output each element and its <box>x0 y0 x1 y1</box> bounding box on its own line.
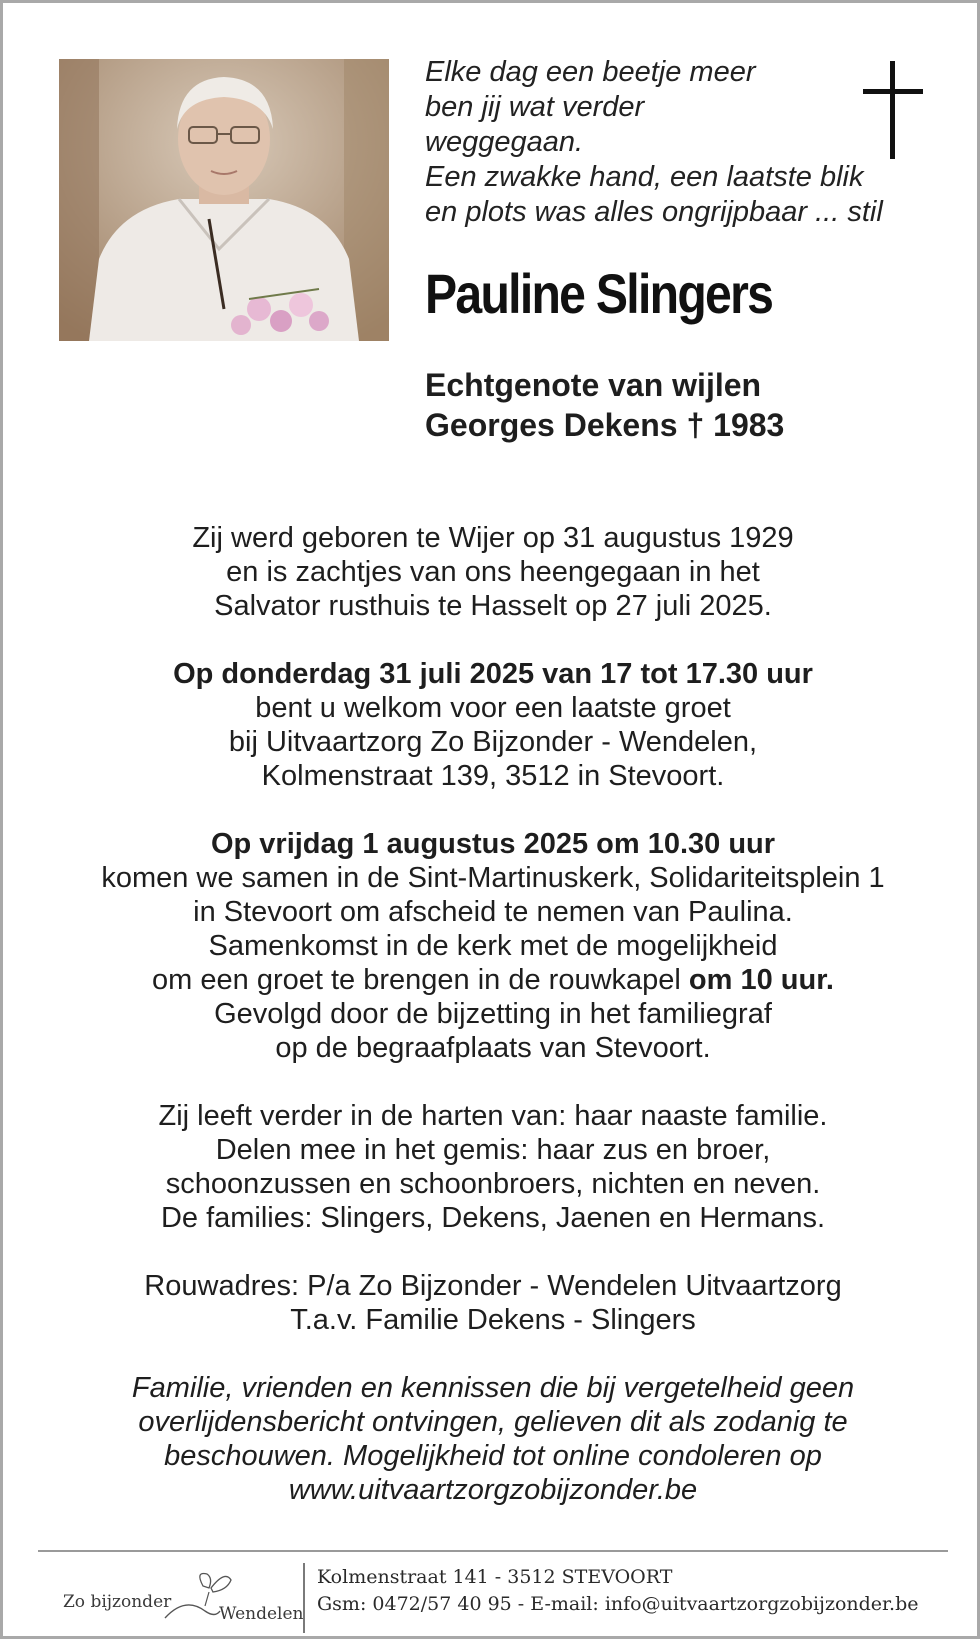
text-line: bij Uitvaartzorg Zo Bijzonder - Wendelen, <box>228 726 758 758</box>
chapel-line <box>33 963 953 997</box>
chapel-time: om 10 uur. <box>688 964 834 996</box>
cross-icon <box>863 61 923 159</box>
notice-paragraph <box>33 1371 953 1507</box>
website-link[interactable]: www.uitvaartzorgzobijzonder.be <box>288 1474 698 1506</box>
text-line: De families: Slingers, Dekens, Jaenen en Hermans. <box>160 1202 826 1234</box>
spouse-line: Georges Dekens † 1983 <box>425 407 785 443</box>
text-line: in Stevoort om afscheid te nemen van Paulina. <box>193 896 793 928</box>
text-line: T.a.v. Familie Dekens - Slingers <box>290 1304 696 1336</box>
footer-separator <box>303 1563 305 1633</box>
text-line: Familie, vrienden en kennissen die bij vergetelheid geen <box>131 1372 855 1404</box>
poem-line: Elke dag een beetje meer <box>425 56 756 88</box>
poem-line: Een zwakke hand, een laatste blik <box>425 161 864 193</box>
logo-text-right: Wendelen <box>219 1604 304 1624</box>
greeting-paragraph <box>33 657 953 793</box>
family-paragraph <box>33 1099 953 1235</box>
text-line: Samenkomst in de kerk met de mogelijkheid <box>208 930 778 962</box>
text-line: schoonzussen en schoonbroers, nichten en neven. <box>165 1168 821 1200</box>
text-line: Kolmenstraat 139, 3512 in Stevoort. <box>261 760 725 792</box>
text-line: overlijdensbericht ontvingen, gelieven dit als zodanig te <box>138 1406 848 1438</box>
text-line: en is zachtjes van ons heengegaan in het <box>226 556 760 588</box>
text-line: Gevolgd door de bijzetting in het familiegraf <box>214 998 772 1030</box>
birth-paragraph <box>33 521 953 623</box>
text-line: Rouwadres: P/a Zo Bijzonder - Wendelen Uitvaartzorg <box>144 1270 842 1302</box>
poem-line: ben jij wat verder <box>425 91 645 123</box>
funeral-paragraph <box>33 827 953 1065</box>
text-line: op de begraafplaats van Stevoort. <box>275 1032 711 1064</box>
text-line: Zij leeft verder in de harten van: haar naaste familie. <box>158 1100 828 1132</box>
text-line: komen we samen in de Sint-Martinuskerk, Solidariteitsplein 1 <box>101 862 885 894</box>
text-line: beschouwen. Mogelijkheid tot online condoleren op <box>164 1440 822 1472</box>
contact-info <box>317 1564 918 1618</box>
text-line: Zij werd geboren te Wijer op 31 augustus 1929 <box>192 522 794 554</box>
poem-line: en plots was alles ongrijpbaar ... stil <box>425 196 883 228</box>
footer-divider <box>38 1550 948 1552</box>
spouse-info <box>425 365 784 445</box>
portrait-photo <box>59 59 389 341</box>
announcement-body <box>33 521 953 1541</box>
text-line: bent u welkom voor een laatste groet <box>255 692 731 724</box>
spouse-line: Echtgenote van wijlen <box>425 367 762 403</box>
text-line: Delen mee in het gemis: haar zus en broer, <box>215 1134 771 1166</box>
logo-text-left: Zo bijzonder <box>63 1592 172 1612</box>
address-paragraph <box>33 1269 953 1337</box>
greeting-heading: Op donderdag 31 juli 2025 van 17 tot 17.30 uur <box>173 658 813 690</box>
funeral-heading: Op vrijdag 1 augustus 2025 om 10.30 uur <box>210 828 776 860</box>
text-line: Salvator rusthuis te Hasselt op 27 juli 2025. <box>214 590 772 622</box>
deceased-name: Pauline Slingers <box>425 262 773 325</box>
funeral-home-logo <box>55 1556 304 1636</box>
chapel-text: om een groet te brengen in de rouwkapel <box>152 964 689 996</box>
contact-phone-email[interactable]: Gsm: 0472/57 40 95 - E-mail: info@uitvaartzorgzobijzonder.be <box>317 1593 919 1615</box>
poem-line: weggegaan. <box>425 126 584 158</box>
contact-address: Kolmenstraat 141 - 3512 STEVOORT <box>317 1566 673 1588</box>
